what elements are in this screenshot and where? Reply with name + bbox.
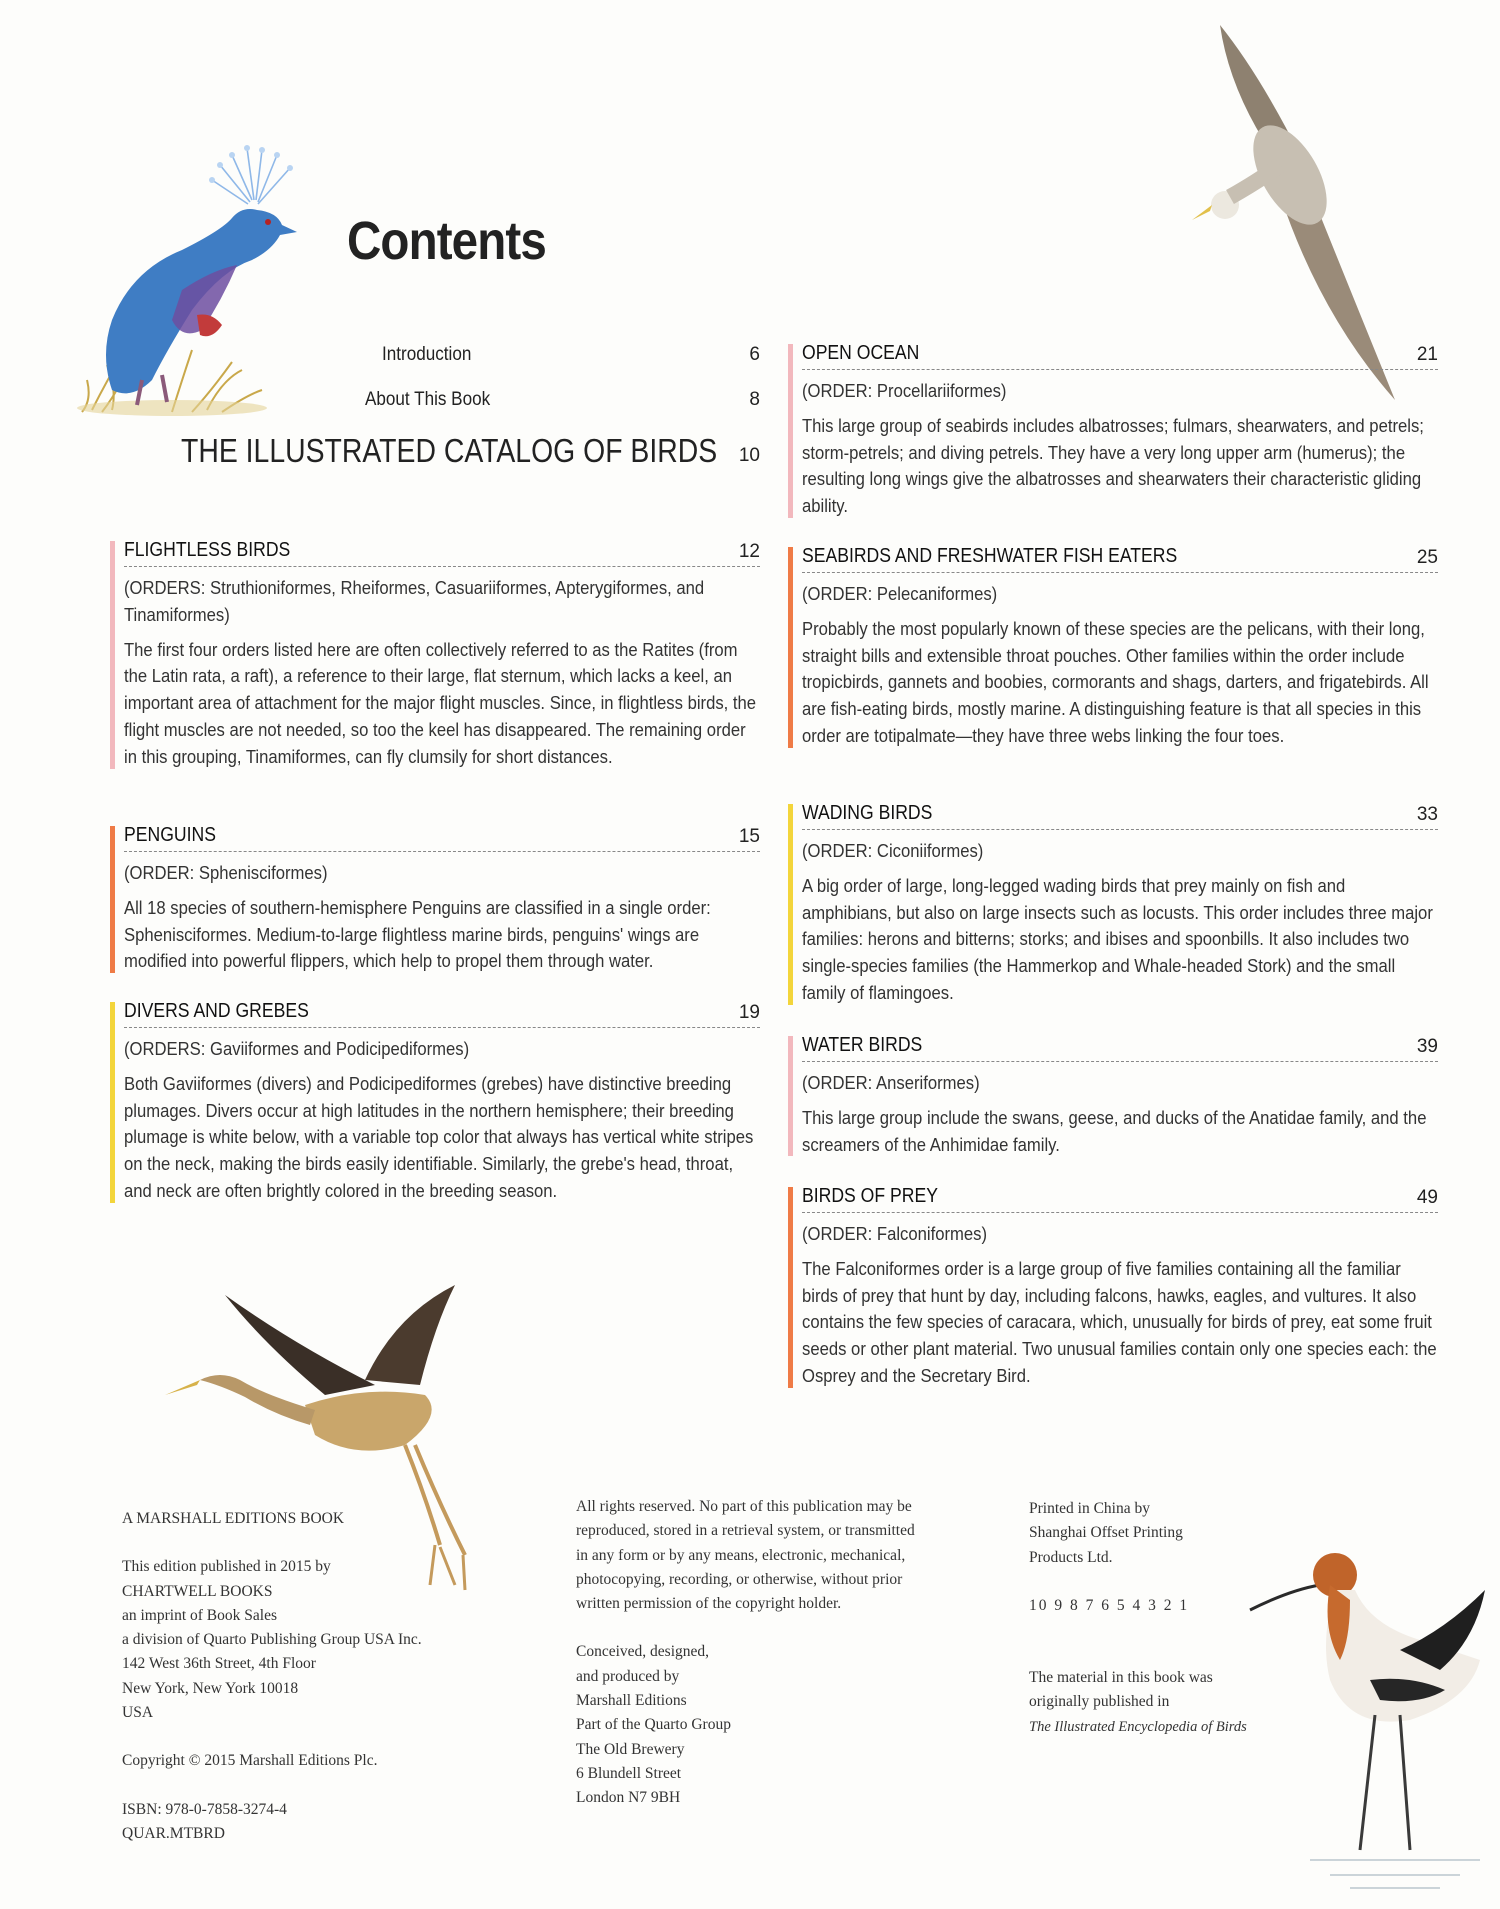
section-page: 33: [1416, 804, 1438, 825]
imprint-line: Printed in China by: [1029, 1500, 1150, 1517]
section-page: 39: [1416, 1036, 1438, 1057]
section-page: 21: [1416, 344, 1438, 365]
section-description: Probably the most popularly known of these species are the pelicans, with their long, straight bills and extensible throat pouches. Other families within the order include tropicbirds, gannets and boobies, cormorants and shags, darters, and frigatebirds. All are fish-eating birds, mostly marine. A distinguishing feature is that all species in this order are totipalmate—they have three webs linking the four toes.: [802, 617, 1429, 746]
section-penguins[interactable]: [110, 822, 760, 975]
section-title: SEABIRDS AND FRESHWATER FISH EATERS: [802, 545, 1178, 567]
section-color-bar: [110, 541, 115, 769]
section-description: Both Gaviiformes (divers) and Podicipediformes (grebes) have distinctive breeding plumages. Divers occur at high latitudes in the northern hemisphere; their breeding plumage is white below, with a variable top color that always has vertical white stripes on the neck, making the birds easily identifiable. Similarly, the grebe's head, throat, and neck are often brightly colored in the breeding season.: [124, 1072, 754, 1201]
section-order: (ORDERS: Struthioniformes, Rheiformes, Casuariiformes, Apterygiformes, and Tinamiformes): [124, 577, 705, 625]
section-header: [124, 822, 760, 852]
section-description: This large group include the swans, geese, and ducks of the Anatidae family, and the screamers of the Anhimidae family.: [802, 1106, 1427, 1155]
section-header: [802, 1183, 1438, 1213]
imprint-line: CHARTWELL BOOKS: [122, 1582, 273, 1600]
section-header: [802, 543, 1438, 573]
imprint-line: New York, New York 10018: [122, 1679, 299, 1697]
imprint-line: London N7 9BH: [576, 1789, 681, 1807]
imprint-line: The material in this book was: [1029, 1669, 1213, 1687]
section-color-bar: [788, 547, 793, 748]
section-water-birds[interactable]: [788, 1032, 1438, 1158]
section-description: The Falconiformes order is a large group of five families containing all the familiar birds of prey that hunt by day, including falcons, hawks, eagles, and vultures. It also contains the few species of caracara, which, unusually for birds of prey, eat some fruit seeds or other plant material. Two unusual families contain only one species each: the Osprey and the Secretary Bird.: [802, 1257, 1437, 1386]
imprint-original: [1029, 1666, 1269, 1739]
section-header: [124, 998, 760, 1028]
section-header: [802, 1032, 1438, 1062]
catalog-page: 10: [738, 445, 760, 466]
section-page: 12: [738, 541, 760, 562]
imprint-printed: [1029, 1497, 1269, 1570]
section-color-bar: [788, 1187, 793, 1388]
section-order: (ORDERS: Gaviiformes and Podicipediformes): [124, 1038, 470, 1059]
imprint-line: written permission of the copyright holder.: [576, 1595, 842, 1613]
section-color-bar: [110, 1002, 115, 1203]
imprint-published: [122, 1555, 522, 1725]
section-color-bar: [788, 804, 793, 1005]
crowned-pigeon-illustration: [72, 140, 332, 420]
imprint-line: Marshall Editions: [576, 1692, 687, 1710]
section-order: (ORDER: Pelecaniformes): [802, 583, 998, 604]
section-title: BIRDS OF PREY: [802, 1185, 938, 1207]
imprint-line: and produced by: [576, 1667, 680, 1685]
section-birds-of-prey[interactable]: [788, 1183, 1438, 1390]
imprint-line: Shanghai Offset Printing: [1029, 1524, 1183, 1542]
section-order: (ORDER: Falconiformes): [802, 1223, 988, 1244]
section-header: [124, 537, 760, 567]
section-title: FLIGHTLESS BIRDS: [124, 539, 291, 561]
section-color-bar: [788, 1036, 793, 1156]
catalog-title[interactable]: THE ILLUSTRATED CATALOG OF BIRDS: [181, 432, 718, 469]
imprint-line: 142 West 36th Street, 4th Floor: [122, 1655, 316, 1673]
imprint-line: a division of Quarto Publishing Group USA Inc.: [122, 1631, 422, 1649]
front-matter-introduction[interactable]: Introduction: [382, 344, 472, 365]
imprint-line: an imprint of Book Sales: [122, 1606, 277, 1624]
avocet-wading-illustration: [1250, 1530, 1495, 1895]
imprint-printline: 10 9 8 7 6 5 4 3 2 1: [1029, 1596, 1190, 1614]
imprint-original-title: The Illustrated Encyclopedia of Birds: [1029, 1718, 1247, 1735]
section-page: 19: [738, 1002, 760, 1023]
imprint-line: This edition published in 2015 by: [122, 1558, 331, 1576]
front-matter-about-page: 8: [749, 389, 760, 410]
section-description: A big order of large, long-legged wading birds that prey mainly on fish and amphibians, but also on large insects such as locusts. This order includes three major families: herons and bitterns; storks; and ibises and spoonbills. It also includes two single-species families (the Hammerkop and Whale-headed Stork) and the small family of flamingoes.: [802, 874, 1433, 1003]
section-title: PENGUINS: [124, 824, 216, 846]
imprint-line: 6 Blundell Street: [576, 1764, 682, 1782]
section-page: 49: [1416, 1187, 1438, 1208]
section-open-ocean[interactable]: [788, 340, 1438, 520]
imprint-rights: [576, 1495, 1006, 1616]
section-order: (ORDER: Sphenisciformes): [124, 862, 328, 883]
imprint-column-1: [122, 1507, 522, 1870]
front-matter-about-this-book[interactable]: About This Book: [365, 389, 491, 410]
section-page: 15: [738, 826, 760, 847]
section-header: [802, 340, 1438, 370]
imprint-produced: [576, 1640, 1006, 1810]
imprint-column-2: [576, 1495, 1006, 1835]
imprint-line: originally published in: [1029, 1693, 1170, 1711]
imprint-line: Part of the Quarto Group: [576, 1716, 731, 1734]
imprint-line: photocopying, recording, or otherwise, without prior: [576, 1570, 903, 1588]
imprint-copyright: Copyright © 2015 Marshall Editions Plc.: [122, 1752, 378, 1770]
imprint-line: in any form or by any means, electronic, mechanical,: [576, 1546, 906, 1564]
front-matter-introduction-page: 6: [749, 344, 760, 365]
section-header: [802, 800, 1438, 830]
section-divers-and-grebes[interactable]: [110, 998, 760, 1205]
section-title: WADING BIRDS: [802, 802, 933, 824]
imprint-series: A MARSHALL EDITIONS BOOK: [122, 1510, 345, 1527]
page-title: Contents: [347, 211, 546, 271]
section-title: WATER BIRDS: [802, 1034, 923, 1056]
section-seabirds-fish-eaters[interactable]: [788, 543, 1438, 750]
section-flightless-birds[interactable]: [110, 537, 760, 771]
section-order: (ORDER: Anseriformes): [802, 1072, 980, 1093]
section-page: 25: [1416, 547, 1438, 568]
section-color-bar: [788, 344, 793, 518]
imprint-line: USA: [122, 1704, 154, 1722]
section-description: The first four orders listed here are often collectively referred to as the Ratites (from the Latin rata, a raft), a reference to their large, flat sternum, which lacks a keel, an important area of attachment for the major flight muscles. Since, in flightless birds, the flight muscles are not needed, so too the keel has disappeared. The remaining order in this grouping, Tinamiformes, can fly clumsily for short distances.: [124, 638, 757, 767]
imprint-line: ISBN: 978-0-7858-3274-4: [122, 1800, 287, 1818]
section-color-bar: [110, 826, 115, 973]
section-title: DIVERS AND GREBES: [124, 1000, 309, 1022]
section-description: This large group of seabirds includes albatrosses; fulmars, shearwaters, and petrels; storm-petrels; and diving petrels. They have a very long upper arm (humerus); the resulting long wings give the albatrosses and shearwaters their characteristic gliding ability.: [802, 414, 1424, 517]
section-description: All 18 species of southern-hemisphere Penguins are classified in a single order: Sphenisciformes. Medium-to-large flightless marine birds, penguins' wings are modified into powerful flippers, which help to propel them through water.: [124, 896, 711, 972]
section-wading-birds[interactable]: [788, 800, 1438, 1007]
imprint-line: All rights reserved. No part of this publication may be: [576, 1498, 912, 1515]
imprint-line: QUAR.MTBRD: [122, 1824, 225, 1842]
imprint-line: Conceived, designed,: [576, 1643, 710, 1661]
imprint-column-3: [1029, 1497, 1269, 1763]
section-title: OPEN OCEAN: [802, 342, 920, 364]
imprint-isbn: [122, 1798, 522, 1847]
imprint-line: reproduced, stored in a retrieval system, or transmitted: [576, 1522, 915, 1540]
imprint-line: The Old Brewery: [576, 1740, 685, 1758]
section-order: (ORDER: Procellariiformes): [802, 380, 1007, 401]
imprint-line: Products Ltd.: [1029, 1548, 1113, 1566]
section-order: (ORDER: Ciconiiformes): [802, 840, 984, 861]
